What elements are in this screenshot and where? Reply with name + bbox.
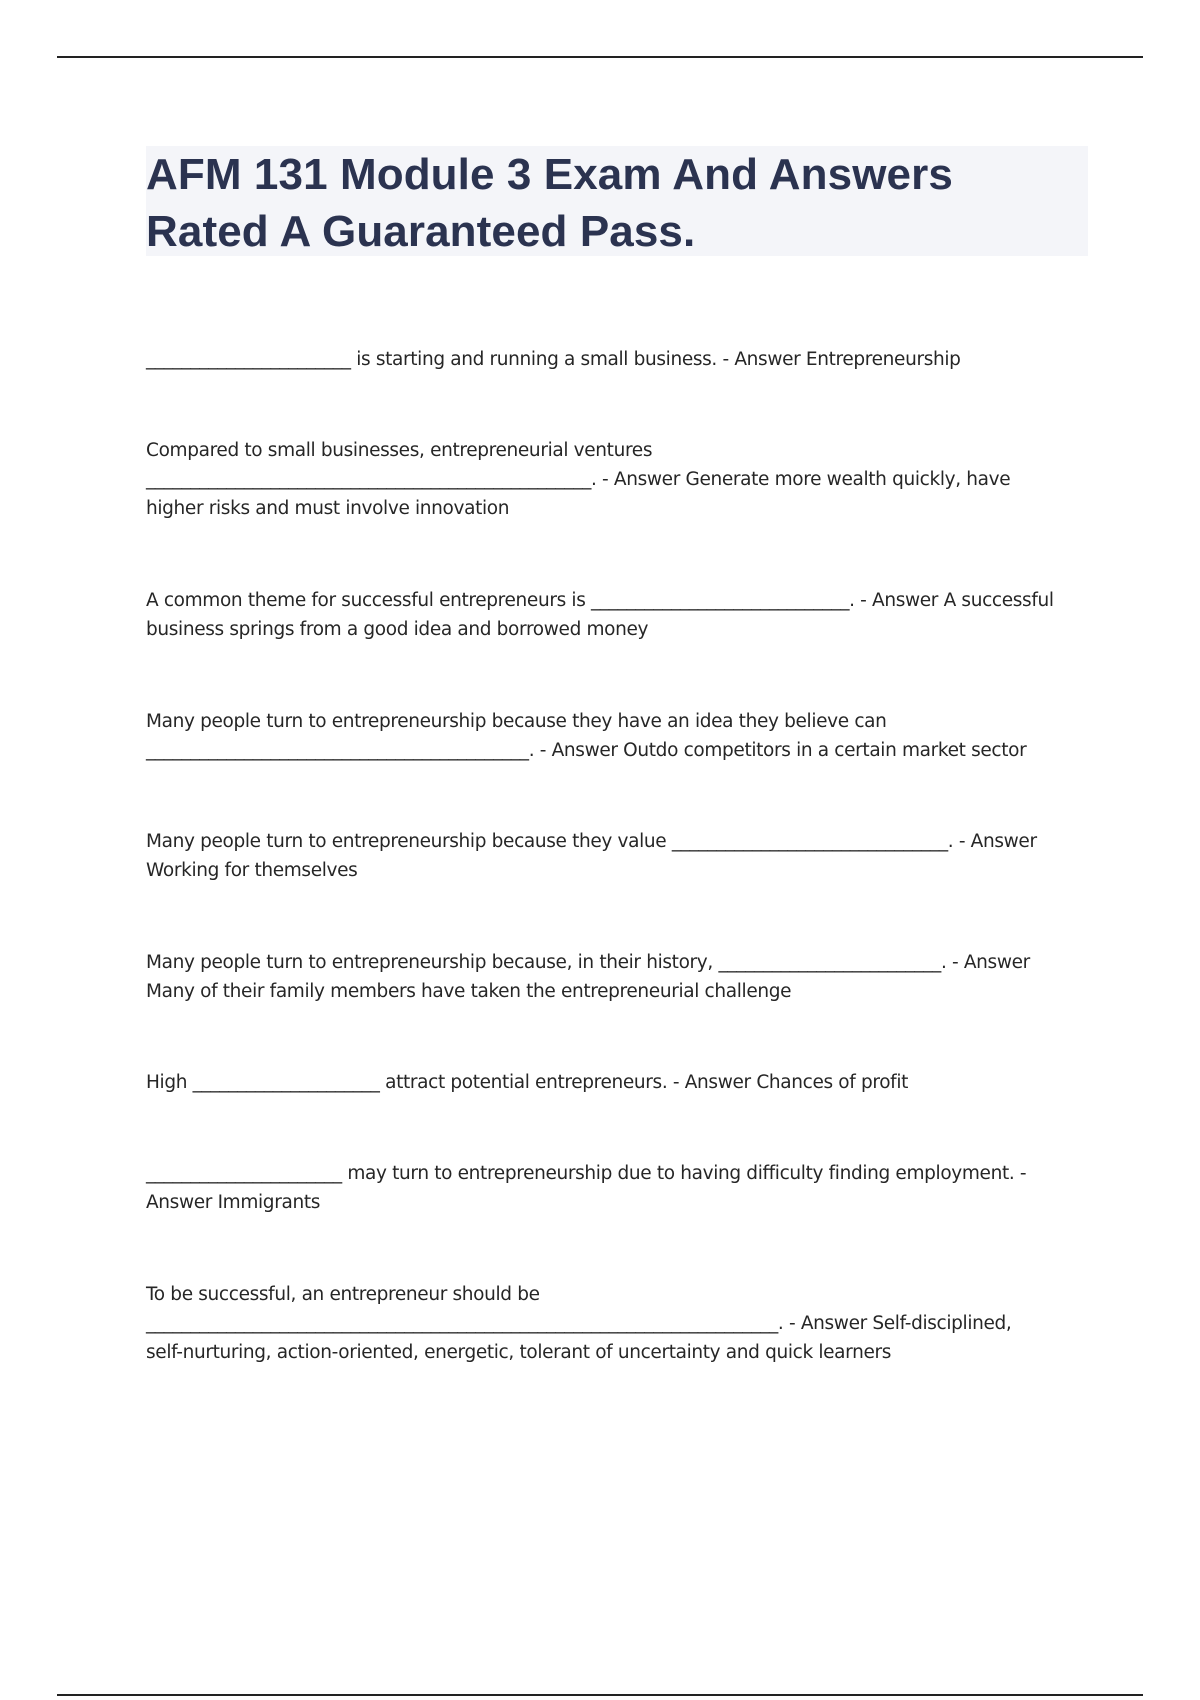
- qa-item-9: [146, 1280, 1096, 1367]
- qa-item-6: [146, 948, 1096, 1006]
- title-block: [146, 146, 1088, 256]
- title-line-2: Rated A Guaranteed Pass.: [146, 207, 696, 256]
- qa-line: ______________________ may turn to entrepreneurship due to having difficulty finding employment. -: [146, 1163, 1027, 1184]
- qa-item-4: [146, 707, 1096, 765]
- qa-line: Many of their family members have taken the entrepreneurial challenge: [146, 981, 792, 1002]
- qa-item-5: [146, 827, 1096, 885]
- qa-item-7: [146, 1068, 1096, 1097]
- qa-item-2: [146, 436, 1096, 523]
- qa-item-8: [146, 1159, 1096, 1217]
- qa-line: Many people turn to entrepreneurship because they value _______________________________. - Answer: [146, 831, 1037, 852]
- qa-line: Answer Immigrants: [146, 1192, 321, 1213]
- title-line-1: AFM 131 Module 3 Exam And Answers: [146, 150, 953, 199]
- qa-line: __________________________________________________. - Answer Generate more wealth quickly, have: [146, 469, 1011, 490]
- qa-line: To be successful, an entrepreneur should be: [146, 1284, 540, 1305]
- qa-item-3: [146, 586, 1096, 644]
- qa-line: Compared to small businesses, entrepreneurial ventures: [146, 440, 653, 461]
- qa-line: A common theme for successful entrepreneurs is _____________________________. - Answer A successful: [146, 590, 1054, 611]
- qa-line: business springs from a good idea and borrowed money: [146, 619, 649, 640]
- qa-line: Many people turn to entrepreneurship because they have an idea they believe can: [146, 711, 887, 732]
- qa-line: High _____________________ attract potential entrepreneurs. - Answer Chances of profit: [146, 1072, 909, 1093]
- qa-item-1: [146, 345, 1096, 374]
- qa-line: Working for themselves: [146, 860, 358, 881]
- bottom-rule: [57, 1694, 1143, 1696]
- qa-line: higher risks and must involve innovation: [146, 498, 510, 519]
- qa-line: _______________________________________________________________________. - Answer Self-disciplined,: [146, 1313, 1012, 1334]
- qa-line: ___________________________________________. - Answer Outdo competitors in a certain market sector: [146, 740, 1027, 761]
- top-rule: [57, 56, 1143, 58]
- qa-line: self-nurturing, action-oriented, energetic, tolerant of uncertainty and quick learners: [146, 1342, 892, 1363]
- page-title: [146, 146, 1088, 260]
- qa-line: _______________________ is starting and running a small business. - Answer Entrepreneurship: [146, 349, 961, 370]
- qa-line: Many people turn to entrepreneurship because, in their history, _________________________. - Answer: [146, 952, 1030, 973]
